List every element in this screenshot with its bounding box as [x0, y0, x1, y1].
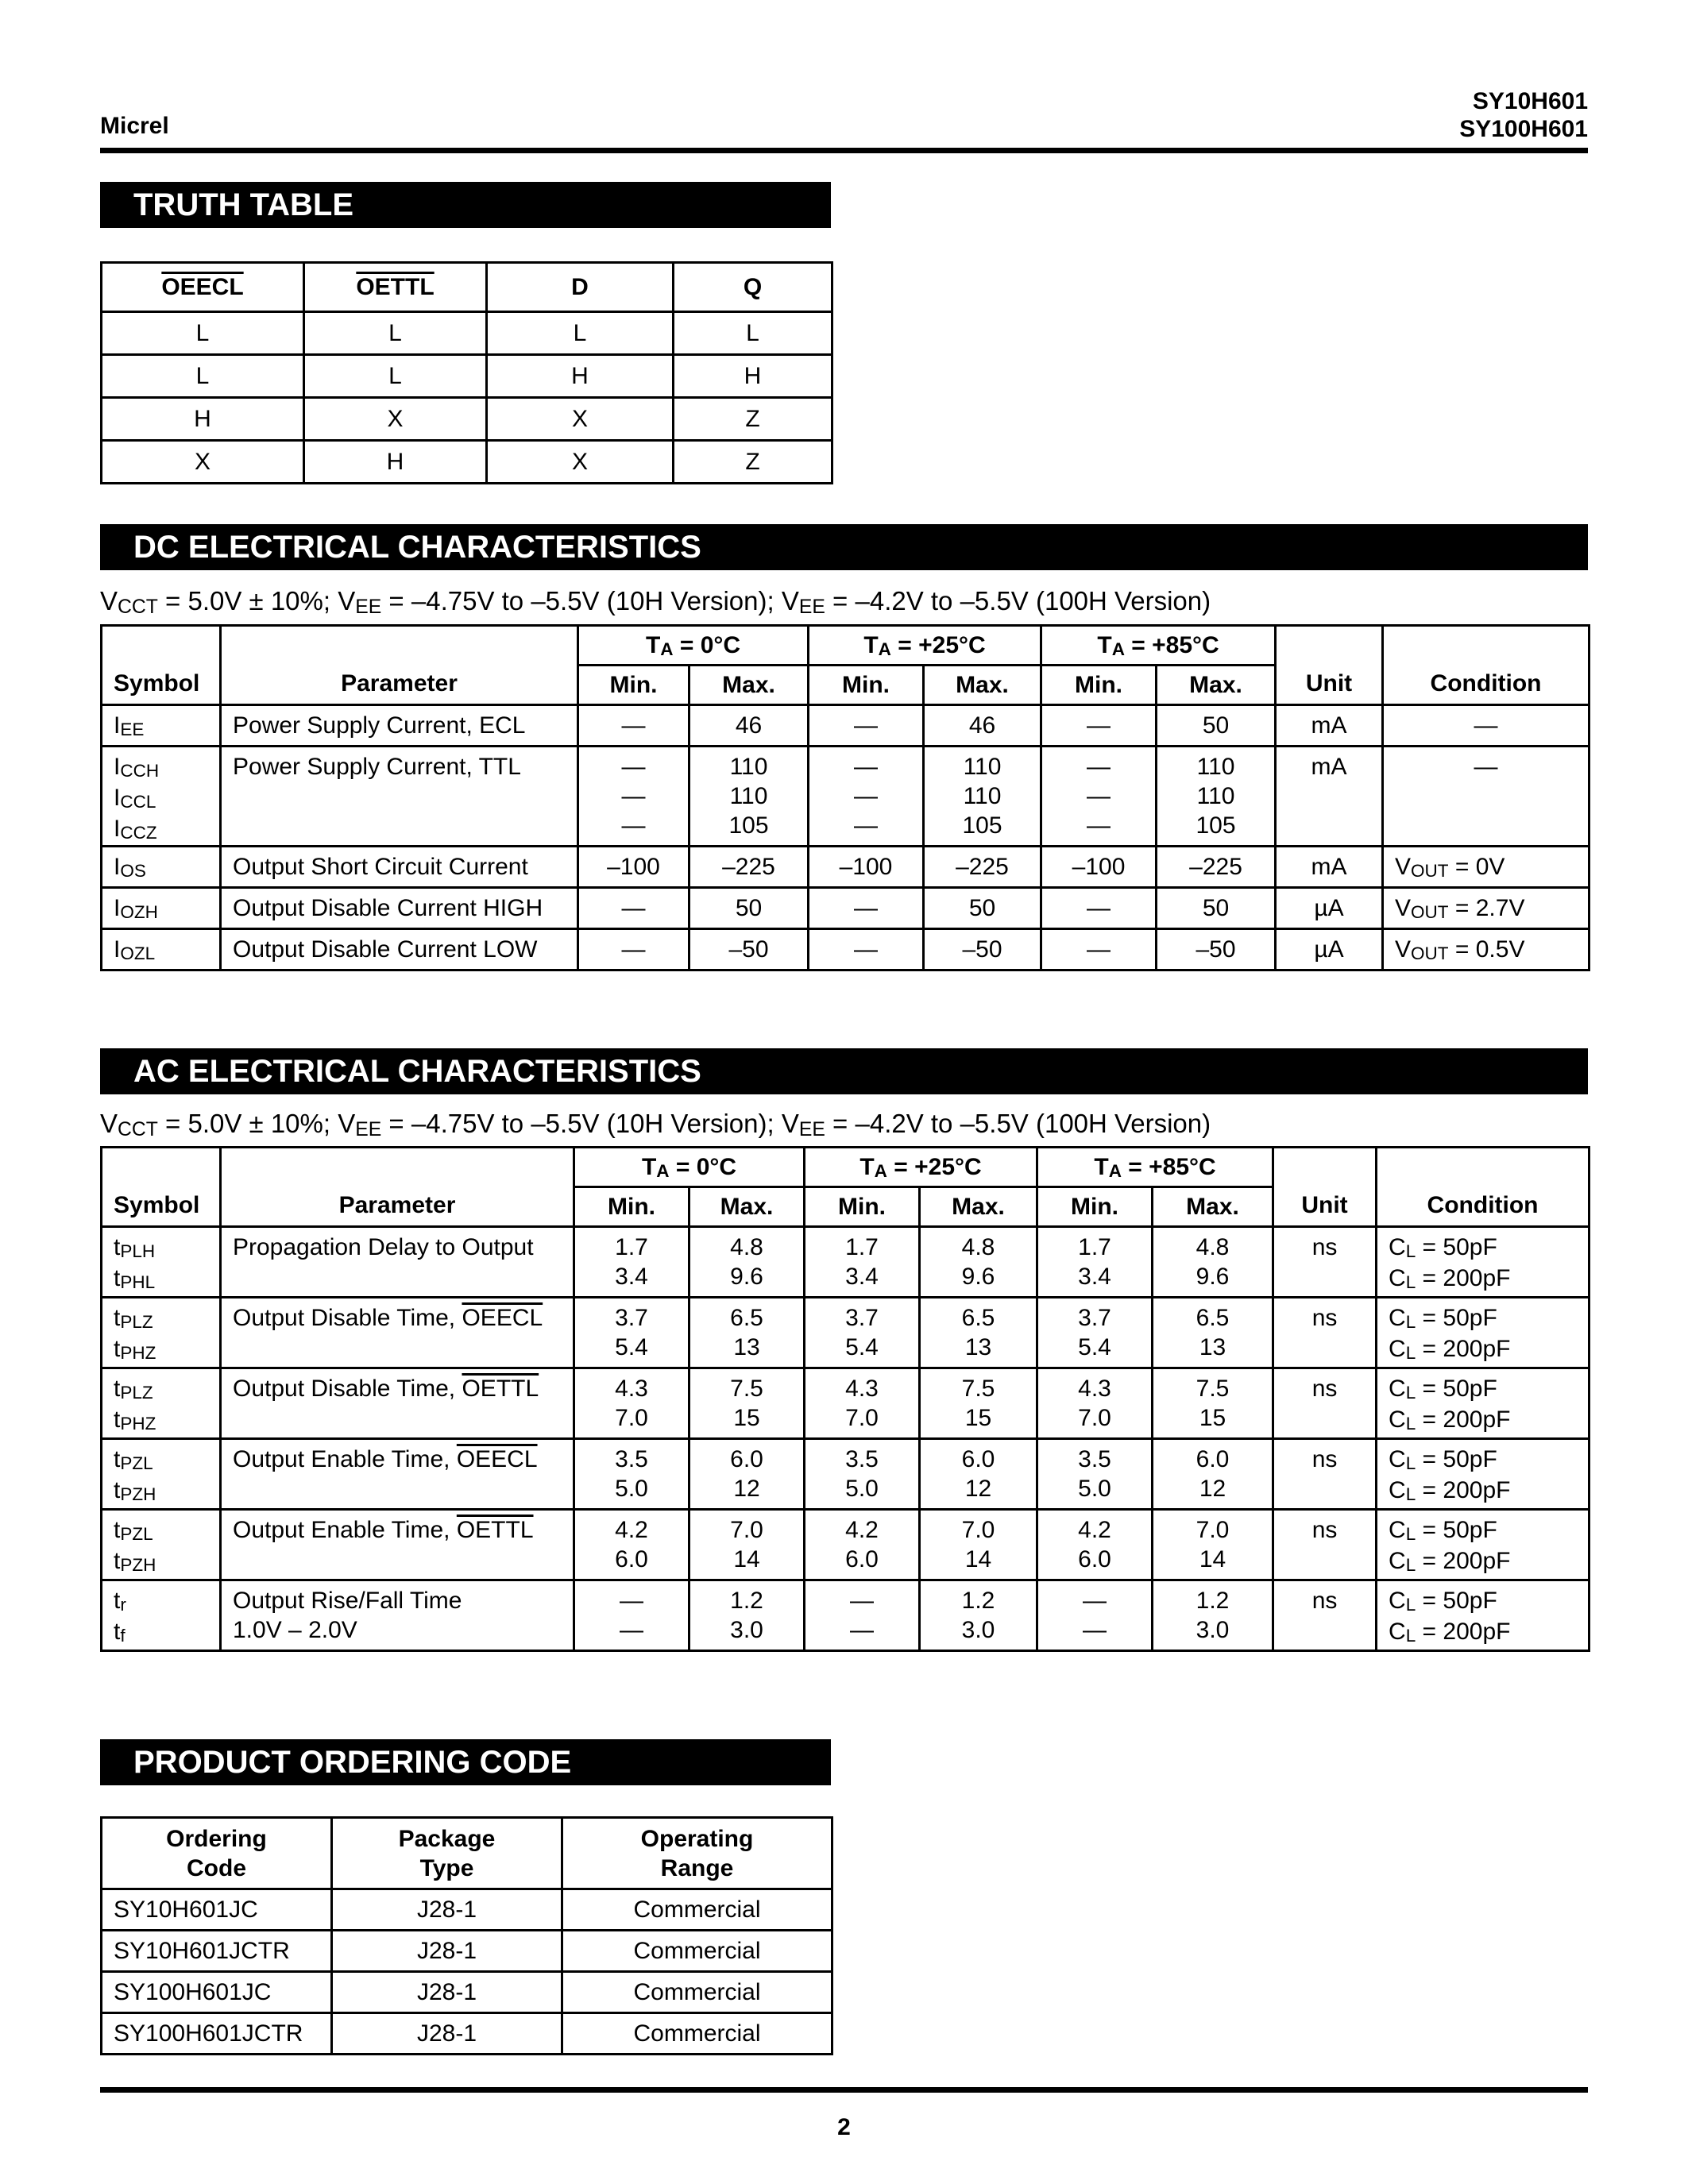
dc-col-min: Min. — [809, 666, 924, 705]
table-row — [102, 747, 1590, 847]
condition-cell: $V_{OUT} = 0V$ — [1383, 847, 1590, 888]
value-cell: 7.5 15 — [920, 1368, 1037, 1439]
ac-condition: $V_{CCT} = 5.0V \pm 10\%$; $V_{EE} = -4.75V$ to –5.5V (10H Version); $V_{EE} = -4.2V$ to –5.5V (100H Version) — [100, 1109, 1211, 1140]
unit-cell: ns — [1273, 1510, 1377, 1580]
symbol-cell: $t_{PZL}$ $t_{PZH}$ — [102, 1439, 221, 1510]
value-cell: — — [1041, 929, 1157, 970]
condition-cell: $C_L = 50pF$ $C_L = 200pF$ — [1377, 1580, 1590, 1651]
value-cell: 1.2 3.0 — [1153, 1580, 1273, 1651]
table-row — [102, 705, 1590, 747]
ac-temp-25: $T_A = +25^\circ C$ — [805, 1148, 1037, 1187]
symbol-cell: $t_{PLZ}$ $t_{PHZ}$ — [102, 1368, 221, 1439]
unit-cell: ns — [1273, 1298, 1377, 1368]
value-cell: 6.0 12 — [920, 1439, 1037, 1510]
table-cell: X — [304, 398, 487, 441]
parameter-cell: Output Short Circuit Current — [221, 847, 578, 888]
value-cell: 4.2 6.0 — [805, 1510, 920, 1580]
table-row — [102, 1368, 1590, 1439]
parameter-cell: Power Supply Current, ECL — [221, 705, 578, 747]
dc-col-unit: Unit — [1276, 626, 1383, 705]
table-row — [102, 888, 1590, 929]
ac-table — [100, 1146, 1590, 1652]
table-cell: L — [487, 312, 674, 355]
table-cell: SY100H601JC — [102, 1972, 332, 2013]
table-cell: J28-1 — [332, 1889, 562, 1931]
truth-table-title: TRUTH TABLE — [100, 182, 831, 228]
symbol-cell: $I_{EE}$ — [102, 705, 221, 747]
unit-cell: µA — [1276, 929, 1383, 970]
value-cell: 4.3 7.0 — [805, 1368, 920, 1439]
dc-col-min: Min. — [1041, 666, 1157, 705]
value-cell: — — [1041, 888, 1157, 929]
value-cell: –50 — [1157, 929, 1276, 970]
part-number-100h: SY100H601 — [1459, 116, 1588, 142]
table-row — [102, 398, 832, 441]
table-cell: SY10H601JCTR — [102, 1931, 332, 1972]
value-cell: 110 110 105 — [924, 747, 1041, 847]
dc-col-condition: Condition — [1383, 626, 1590, 705]
parameter-cell: Output Disable Time, OETTL — [221, 1368, 574, 1439]
ac-temp-0: $T_A = 0^\circ C$ — [574, 1148, 805, 1187]
ac-temp-85: $T_A = +85^\circ C$ — [1037, 1148, 1273, 1187]
table-cell: X — [487, 441, 674, 484]
value-cell: 7.5 15 — [1153, 1368, 1273, 1439]
unit-cell: µA — [1276, 888, 1383, 929]
dc-table — [100, 624, 1590, 971]
value-cell: –100 — [1041, 847, 1157, 888]
table-row — [102, 1972, 832, 2013]
value-cell: 4.8 9.6 — [920, 1227, 1037, 1298]
parameter-cell: Propagation Delay to Output — [221, 1227, 574, 1298]
value-cell: 6.5 13 — [920, 1298, 1037, 1368]
value-cell: 3.5 5.0 — [805, 1439, 920, 1510]
table-row — [102, 1298, 1590, 1368]
value-cell: 4.2 6.0 — [574, 1510, 689, 1580]
table-row — [102, 312, 832, 355]
table-row — [102, 929, 1590, 970]
symbol-cell: $t_{PZL}$ $t_{PZH}$ — [102, 1510, 221, 1580]
table-cell: SY100H601JCTR — [102, 2013, 332, 2055]
condition-cell: $C_L = 50pF$ $C_L = 200pF$ — [1377, 1439, 1590, 1510]
ordering-table — [100, 1816, 833, 2055]
ac-col-min: Min. — [805, 1187, 920, 1227]
table-cell: L — [102, 312, 304, 355]
table-cell: H — [674, 355, 832, 398]
value-cell: 50 — [1157, 888, 1276, 929]
parameter-cell: Power Supply Current, TTL — [221, 747, 578, 847]
value-cell: — — [809, 929, 924, 970]
value-cell: 6.0 12 — [1153, 1439, 1273, 1510]
value-cell: — — — [574, 1580, 689, 1651]
value-cell: — — [578, 929, 689, 970]
value-cell: 4.2 6.0 — [1037, 1510, 1153, 1580]
condition-cell: $V_{OUT} = 0.5V$ — [1383, 929, 1590, 970]
value-cell: — — [809, 705, 924, 747]
value-cell: 46 — [924, 705, 1041, 747]
value-cell: 6.5 13 — [1153, 1298, 1273, 1368]
value-cell: 50 — [689, 888, 809, 929]
table-cell: Commercial — [562, 1972, 832, 2013]
dc-col-max: Max. — [924, 666, 1041, 705]
part-number-10h: SY10H601 — [1472, 88, 1588, 114]
value-cell: — — [578, 888, 689, 929]
value-cell: 4.3 7.0 — [574, 1368, 689, 1439]
value-cell: 7.0 14 — [920, 1510, 1037, 1580]
ac-col-symbol: Symbol — [102, 1148, 221, 1227]
dc-col-symbol: Symbol — [102, 626, 221, 705]
table-row — [102, 355, 832, 398]
value-cell: 4.3 7.0 — [1037, 1368, 1153, 1439]
condition-cell: $V_{OUT} = 2.7V$ — [1383, 888, 1590, 929]
dc-col-min: Min. — [578, 666, 689, 705]
parameter-cell: Output Enable Time, OETTL — [221, 1510, 574, 1580]
table-cell: J28-1 — [332, 1931, 562, 1972]
dc-condition: $V_{CCT} = 5.0V \pm 10\%$; $V_{EE} = -4.75V$ to –5.5V (10H Version); $V_{EE} = -4.2V$ to –5.5V (100H Version) — [100, 586, 1211, 618]
table-cell: Commercial — [562, 2013, 832, 2055]
table-cell: Z — [674, 398, 832, 441]
footer-rule — [100, 2087, 1588, 2093]
value-cell: 7.0 14 — [1153, 1510, 1273, 1580]
table-cell: H — [304, 441, 487, 484]
ac-col-max: Max. — [1153, 1187, 1273, 1227]
table-row — [102, 1439, 1590, 1510]
table-cell: L — [102, 355, 304, 398]
value-cell: 3.7 5.4 — [1037, 1298, 1153, 1368]
ac-col-condition: Condition — [1377, 1148, 1590, 1227]
value-cell: 1.7 3.4 — [805, 1227, 920, 1298]
symbol-cell: $I_{CCH}$ $I_{CCL}$ $I_{CCZ}$ — [102, 747, 221, 847]
dc-temp-25: $T_A = +25^\circ C$ — [809, 626, 1041, 666]
value-cell: 1.2 3.0 — [920, 1580, 1037, 1651]
dc-temp-0: $T_A = 0^\circ C$ — [578, 626, 809, 666]
ac-col-parameter: Parameter — [221, 1148, 574, 1227]
value-cell: 1.7 3.4 — [1037, 1227, 1153, 1298]
value-cell: 3.7 5.4 — [805, 1298, 920, 1368]
unit-cell: mA — [1276, 705, 1383, 747]
value-cell: 6.5 13 — [689, 1298, 805, 1368]
ac-title: AC ELECTRICAL CHARACTERISTICS — [100, 1048, 1588, 1094]
value-cell: — — — — [1041, 747, 1157, 847]
value-cell: –50 — [924, 929, 1041, 970]
parameter-cell: Output Disable Time, OEECL — [221, 1298, 574, 1368]
header-rule — [100, 148, 1588, 153]
value-cell: — — [578, 705, 689, 747]
value-cell: 110 110 105 — [689, 747, 809, 847]
value-cell: 3.5 5.0 — [1037, 1439, 1153, 1510]
symbol-cell: $t_r$ $t_f$ — [102, 1580, 221, 1651]
table-cell: L — [674, 312, 832, 355]
ac-col-max: Max. — [920, 1187, 1037, 1227]
unit-cell: ns — [1273, 1439, 1377, 1510]
truth-header-oeecl: OEECL — [102, 263, 304, 312]
table-cell: Commercial — [562, 1931, 832, 1972]
value-cell: 4.8 9.6 — [1153, 1227, 1273, 1298]
unit-cell: ns — [1273, 1580, 1377, 1651]
table-cell: H — [102, 398, 304, 441]
value-cell: –100 — [578, 847, 689, 888]
table-cell: X — [487, 398, 674, 441]
parameter-cell: Output Disable Current LOW — [221, 929, 578, 970]
ordering-header-package: Package Type — [332, 1818, 562, 1889]
unit-cell: mA — [1276, 747, 1383, 847]
condition-cell: — — [1383, 747, 1590, 847]
condition-cell: $C_L = 50pF$ $C_L = 200pF$ — [1377, 1510, 1590, 1580]
table-cell: H — [487, 355, 674, 398]
ac-col-min: Min. — [1037, 1187, 1153, 1227]
ordering-header-range: Operating Range — [562, 1818, 832, 1889]
table-row — [102, 1510, 1590, 1580]
parameter-cell: Output Rise/Fall Time 1.0V – 2.0V — [221, 1580, 574, 1651]
condition-cell: $C_L = 50pF$ $C_L = 200pF$ — [1377, 1227, 1590, 1298]
truth-header-q: Q — [674, 263, 832, 312]
table-cell: L — [304, 312, 487, 355]
value-cell: 4.8 9.6 — [689, 1227, 805, 1298]
unit-cell: ns — [1273, 1368, 1377, 1439]
condition-cell: $C_L = 50pF$ $C_L = 200pF$ — [1377, 1298, 1590, 1368]
parameter-cell: Output Disable Current HIGH — [221, 888, 578, 929]
truth-header-d: D — [487, 263, 674, 312]
table-cell: Commercial — [562, 1889, 832, 1931]
ac-col-max: Max. — [689, 1187, 805, 1227]
condition-cell: — — [1383, 705, 1590, 747]
table-row — [102, 2013, 832, 2055]
company-name: Micrel — [100, 113, 169, 139]
value-cell: — — — — [578, 747, 689, 847]
value-cell: 50 — [1157, 705, 1276, 747]
value-cell: 110 110 105 — [1157, 747, 1276, 847]
value-cell: 3.7 5.4 — [574, 1298, 689, 1368]
table-row — [102, 1227, 1590, 1298]
value-cell: 46 — [689, 705, 809, 747]
value-cell: 7.0 14 — [689, 1510, 805, 1580]
page-number: 2 — [837, 2114, 851, 2140]
value-cell: — — [1041, 705, 1157, 747]
value-cell: — — [809, 888, 924, 929]
table-row — [102, 1931, 832, 1972]
ac-col-min: Min. — [574, 1187, 689, 1227]
table-cell: J28-1 — [332, 1972, 562, 2013]
ordering-header-code: Ordering Code — [102, 1818, 332, 1889]
dc-col-max: Max. — [689, 666, 809, 705]
dc-temp-85: $T_A = +85^\circ C$ — [1041, 626, 1276, 666]
symbol-cell: $I_{OS}$ — [102, 847, 221, 888]
unit-cell: mA — [1276, 847, 1383, 888]
table-row — [102, 441, 832, 484]
part-numbers — [1459, 87, 1588, 143]
truth-table — [100, 261, 833, 484]
parameter-cell: Output Enable Time, OEECL — [221, 1439, 574, 1510]
value-cell: 7.5 15 — [689, 1368, 805, 1439]
value-cell: –100 — [809, 847, 924, 888]
condition-cell: $C_L = 50pF$ $C_L = 200pF$ — [1377, 1368, 1590, 1439]
value-cell: –50 — [689, 929, 809, 970]
value-cell: — — — [805, 1580, 920, 1651]
value-cell: –225 — [1157, 847, 1276, 888]
symbol-cell: $t_{PLZ}$ $t_{PHZ}$ — [102, 1298, 221, 1368]
value-cell: 6.0 12 — [689, 1439, 805, 1510]
truth-header-oettl: OETTL — [304, 263, 487, 312]
ac-col-unit: Unit — [1273, 1148, 1377, 1227]
value-cell: — — — — [809, 747, 924, 847]
value-cell: 3.5 5.0 — [574, 1439, 689, 1510]
value-cell: –225 — [689, 847, 809, 888]
table-cell: L — [304, 355, 487, 398]
value-cell: 1.7 3.4 — [574, 1227, 689, 1298]
symbol-cell: $I_{OZL}$ — [102, 929, 221, 970]
table-cell: Z — [674, 441, 832, 484]
table-cell: X — [102, 441, 304, 484]
table-cell: SY10H601JC — [102, 1889, 332, 1931]
table-row — [102, 1580, 1590, 1651]
ordering-title: PRODUCT ORDERING CODE — [100, 1739, 831, 1785]
dc-title: DC ELECTRICAL CHARACTERISTICS — [100, 524, 1588, 570]
value-cell: — — — [1037, 1580, 1153, 1651]
table-cell: J28-1 — [332, 2013, 562, 2055]
unit-cell: ns — [1273, 1227, 1377, 1298]
value-cell: 1.2 3.0 — [689, 1580, 805, 1651]
dc-col-max: Max. — [1157, 666, 1276, 705]
table-row — [102, 847, 1590, 888]
table-row — [102, 1889, 832, 1931]
value-cell: 50 — [924, 888, 1041, 929]
symbol-cell: $t_{PLH}$ $t_{PHL}$ — [102, 1227, 221, 1298]
value-cell: –225 — [924, 847, 1041, 888]
dc-col-parameter: Parameter — [221, 626, 578, 705]
symbol-cell: $I_{OZH}$ — [102, 888, 221, 929]
